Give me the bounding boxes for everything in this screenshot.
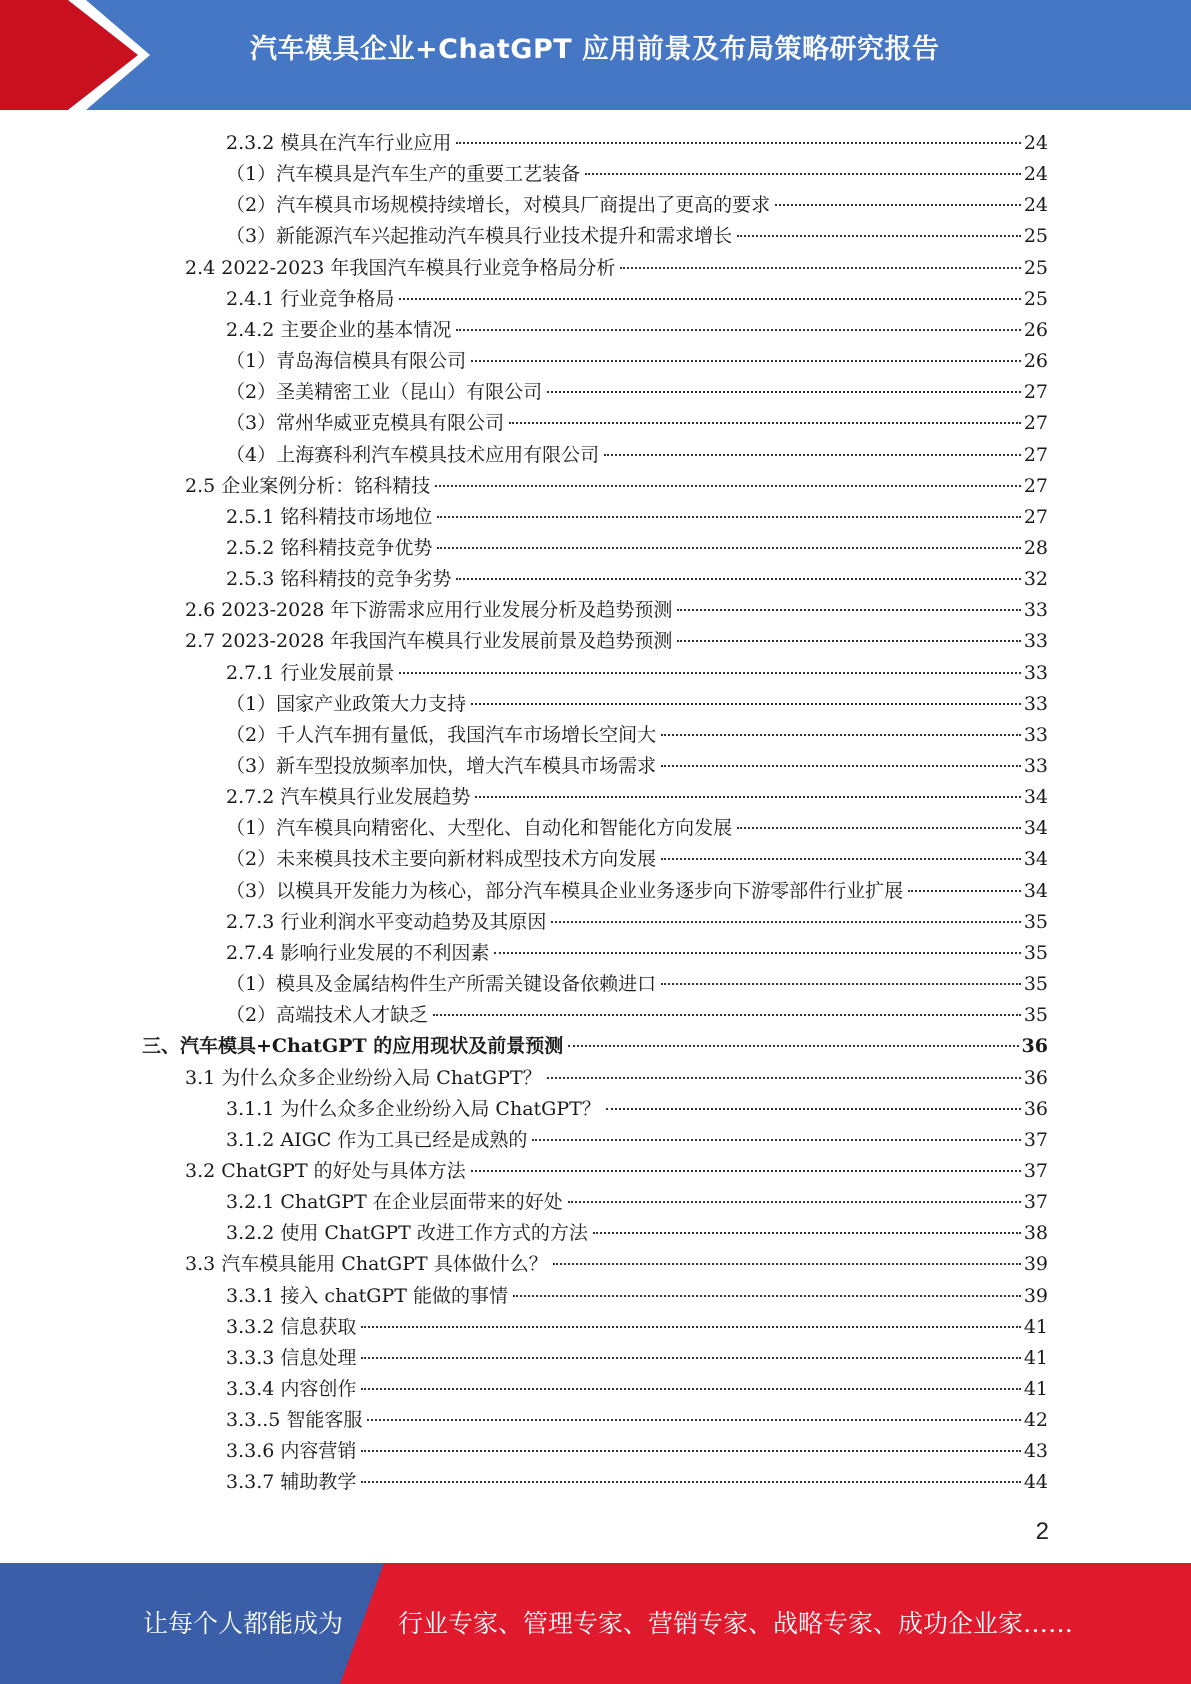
toc-entry-title: 2.7.3 行业利润水平变动趋势及其原因 [226, 910, 547, 933]
toc-entry-page: 38 [1023, 1222, 1048, 1245]
toc-entry-title: 3.1 为什么众多企业纷纷入局 ChatGPT？ [185, 1066, 542, 1089]
toc-entry-title: 3.3.7 辅助教学 [226, 1471, 357, 1494]
toc-entry-title: （1）国家产业政策大力支持 [226, 692, 467, 715]
toc-entry-title: 3.1.1 为什么众多企业纷纷入局 ChatGPT？ [226, 1097, 601, 1120]
toc-entry-title: （1）汽车模具是汽车生产的重要工艺装备 [226, 163, 581, 186]
toc-dot-leader [399, 298, 1020, 300]
toc-dot-leader [471, 360, 1021, 362]
toc-entry[interactable] [226, 533, 1048, 564]
toc-entry[interactable] [185, 471, 1048, 502]
toc-dot-leader [361, 1357, 1020, 1359]
toc-dot-leader [568, 1201, 1021, 1203]
toc-entry-title: （2）高端技术人才缺乏 [226, 1004, 429, 1027]
toc-entry-title: 3.2.2 使用 ChatGPT 改进工作方式的方法 [226, 1222, 588, 1245]
toc-dot-leader [532, 1139, 1020, 1141]
toc-entry[interactable] [226, 221, 1048, 252]
toc-entry-title: 2.4 2022-2023 年我国汽车模具行业竞争格局分析 [185, 256, 616, 279]
toc-dot-leader [399, 672, 1020, 674]
toc-entry-page: 27 [1023, 381, 1048, 404]
toc-entry-page: 41 [1023, 1378, 1048, 1400]
toc-entry-title: 2.4.2 主要企业的基本情况 [226, 318, 452, 341]
toc-entry[interactable] [226, 1436, 1048, 1467]
toc-entry-page: 27 [1023, 505, 1048, 528]
toc-entry-page: 36 [1023, 1097, 1048, 1120]
toc-dot-leader [661, 734, 1021, 736]
toc-entry-title: 3.3.3 信息处理 [226, 1346, 357, 1369]
toc-entry-page: 27 [1023, 474, 1048, 497]
toc-entry-page: 42 [1023, 1409, 1048, 1432]
toc-entry[interactable] [226, 969, 1048, 1000]
toc-entry-title: 三、汽车模具+ChatGPT 的应用现状及前景预测 [142, 1035, 564, 1058]
toc-entry[interactable] [226, 844, 1048, 875]
toc-dot-leader [361, 1388, 1020, 1390]
toc-entry[interactable] [185, 1249, 1048, 1280]
toc-entry-page: 37 [1023, 1128, 1048, 1151]
toc-entry-page: 37 [1023, 1159, 1048, 1182]
toc-dot-leader [547, 1077, 1021, 1079]
toc-entry-title: （3）以模具开发能力为核心，部分汽车模具企业业务逐步向下游零部件行业扩展 [226, 879, 904, 902]
toc-entry[interactable] [226, 876, 1048, 907]
toc-dot-leader [661, 765, 1021, 767]
toc-entry[interactable] [226, 938, 1048, 969]
toc-entry-page: 26 [1023, 350, 1048, 373]
toc-entry[interactable] [226, 1187, 1048, 1218]
toc-entry[interactable] [226, 1000, 1048, 1031]
toc-dot-leader [361, 1481, 1020, 1483]
toc-entry-page: 33 [1023, 723, 1048, 746]
toc-dot-leader [908, 890, 1021, 892]
toc-entry[interactable] [185, 1156, 1048, 1187]
toc-dot-leader [361, 1450, 1020, 1452]
toc-entry-page: 25 [1023, 256, 1048, 279]
toc-dot-leader [456, 329, 1020, 331]
report-title: 汽车模具企业+ChatGPT 应用前景及布局策略研究报告 [250, 34, 940, 65]
toc-dot-leader [361, 1326, 1020, 1328]
page-footer [0, 1563, 1191, 1684]
toc-dot-leader [471, 703, 1021, 705]
toc-entry-title: 3.3..5 智能客服 [226, 1409, 363, 1432]
toc-entry[interactable] [226, 1343, 1048, 1374]
toc-entry[interactable] [226, 720, 1048, 751]
toc-entry-title: 3.3.2 信息获取 [226, 1315, 357, 1338]
page-header [0, 0, 1191, 110]
toc-entry-page: 34 [1023, 786, 1048, 809]
toc-entry[interactable] [226, 377, 1048, 408]
toc-entry-title: （2）圣美精密工业（昆山）有限公司 [226, 381, 543, 404]
toc-dot-leader [437, 547, 1020, 549]
toc-entry-page: 43 [1023, 1440, 1048, 1463]
toc-entry-title: （3）新能源汽车兴起推动汽车模具行业技术提升和需求增长 [226, 225, 733, 248]
toc-dot-leader [593, 1232, 1021, 1234]
toc-entry[interactable] [226, 128, 1048, 159]
toc-entry[interactable] [185, 1063, 1048, 1094]
toc-dot-leader [620, 267, 1020, 269]
toc-entry-title: （2）千人汽车拥有量低，我国汽车市场增长空间大 [226, 723, 657, 746]
toc-dot-leader [775, 204, 1021, 206]
toc-entry-title: 3.2.1 ChatGPT 在企业层面带来的好处 [226, 1191, 563, 1214]
toc-entry-title: 3.2 ChatGPT 的好处与具体方法 [185, 1159, 466, 1182]
toc-entry-title: 2.5 企业案例分析：铭科精技 [185, 474, 431, 497]
toc-entry-title: 2.3.2 模具在汽车行业应用 [226, 132, 452, 154]
toc-entry-page: 39 [1023, 1253, 1048, 1276]
toc-entry-page: 33 [1023, 755, 1048, 777]
toc-entry[interactable] [226, 440, 1048, 471]
toc-entry-page: 32 [1023, 568, 1048, 591]
toc-entry-title: 2.4.1 行业竞争格局 [226, 287, 395, 310]
toc-entry[interactable] [226, 1374, 1048, 1405]
toc-entry[interactable] [226, 751, 1048, 782]
toc-entry[interactable] [226, 408, 1048, 439]
toc-entry[interactable] [226, 1405, 1048, 1436]
toc-entry-title: 2.7.4 影响行业发展的不利因素 [226, 941, 490, 964]
toc-entry-title: （2）汽车模具市场规模持续增长，对模具厂商提出了更高的要求 [226, 194, 771, 217]
toc-entry-page: 34 [1023, 848, 1048, 871]
toc-entry[interactable] [226, 1281, 1048, 1312]
toc-entry-title: （3）新车型投放频率加快，增大汽车模具市场需求 [226, 755, 657, 777]
toc-entry-page: 24 [1023, 132, 1048, 154]
toc-entry-title: 3.1.2 AIGC 作为工具已经是成熟的 [226, 1128, 528, 1151]
toc-entry-title: （1）青岛海信模具有限公司 [226, 350, 467, 373]
toc-entry-title: （1）模具及金属结构件生产所需关键设备依赖进口 [226, 973, 657, 996]
toc-dot-leader [568, 1045, 1018, 1047]
toc-entry[interactable] [226, 1125, 1048, 1156]
toc-entry[interactable] [226, 1312, 1048, 1343]
toc-entry-page: 33 [1023, 630, 1048, 653]
toc-entry-title: 2.5.3 铭科精技的竞争劣势 [226, 568, 452, 591]
toc-dot-leader [435, 485, 1021, 487]
toc-dot-leader [737, 235, 1021, 237]
toc-dot-leader [456, 578, 1020, 580]
toc-entry-title: （3）常州华威亚克模具有限公司 [226, 412, 505, 435]
toc-dot-leader [509, 422, 1021, 424]
toc-entry[interactable] [142, 1031, 1048, 1062]
toc-entry[interactable] [226, 346, 1048, 377]
toc-dot-leader [677, 609, 1020, 611]
toc-entry-page: 41 [1023, 1346, 1048, 1369]
toc-entry-title: 2.7.2 汽车模具行业发展趋势 [226, 786, 471, 809]
toc-entry-page: 35 [1023, 941, 1048, 964]
toc-entry-page: 35 [1023, 973, 1048, 996]
toc-entry-page: 24 [1023, 194, 1048, 217]
toc-entry[interactable] [226, 1094, 1048, 1125]
footer-slogan: 让每个人都能成为 [143, 1609, 344, 1638]
toc-entry-page: 33 [1023, 692, 1048, 715]
toc-dot-leader [437, 516, 1020, 518]
toc-dot-leader [513, 1295, 1021, 1297]
toc-entry-title: 2.7.1 行业发展前景 [226, 661, 395, 684]
toc-entry-page: 33 [1023, 599, 1048, 622]
toc-entry[interactable] [226, 564, 1048, 595]
toc-entry[interactable] [226, 502, 1048, 533]
toc-entry[interactable] [226, 907, 1048, 938]
toc-entry-title: 3.3 汽车模具能用 ChatGPT 具体做什么？ [185, 1253, 548, 1276]
toc-entry[interactable] [226, 315, 1048, 346]
toc-entry[interactable] [185, 595, 1048, 626]
toc-entry-page: 37 [1023, 1191, 1048, 1214]
toc-dot-leader [494, 952, 1020, 954]
toc-dot-leader [604, 454, 1021, 456]
toc-entry-title: 2.6 2023-2028 年下游需求应用行业发展分析及趋势预测 [185, 599, 673, 622]
toc-entry[interactable] [226, 782, 1048, 813]
toc-dot-leader [661, 858, 1021, 860]
toc-entry-title: 2.7 2023-2028 年我国汽车模具行业发展前景及趋势预测 [185, 630, 673, 653]
toc-entry-page: 33 [1023, 661, 1048, 684]
toc-entry-page: 44 [1023, 1471, 1048, 1494]
toc-entry-page: 25 [1023, 287, 1048, 310]
toc-entry[interactable] [226, 1467, 1048, 1498]
toc-dot-leader [456, 142, 1020, 144]
toc-entry[interactable] [226, 689, 1048, 720]
toc-dot-leader [585, 173, 1021, 175]
toc-dot-leader [737, 827, 1021, 829]
toc-entry-title: 3.3.4 内容创作 [226, 1378, 357, 1400]
toc-entry[interactable] [226, 1218, 1048, 1249]
toc-dot-leader [677, 640, 1020, 642]
toc-entry-page: 35 [1023, 910, 1048, 933]
toc-entry-page: 36 [1021, 1035, 1048, 1058]
toc-entry-title: 3.3.1 接入 chatGPT 能做的事情 [226, 1284, 508, 1307]
toc-dot-leader [606, 1108, 1021, 1110]
toc-entry[interactable] [226, 658, 1048, 689]
toc-entry[interactable] [226, 813, 1048, 844]
toc-entry-title: （1）汽车模具向精密化、大型化、自动化和智能化方向发展 [226, 817, 733, 840]
toc-entry[interactable] [226, 284, 1048, 315]
toc-dot-leader [551, 921, 1020, 923]
toc-entry-title: （4）上海赛科利汽车模具技术应用有限公司 [226, 443, 600, 466]
toc-entry[interactable] [226, 190, 1048, 221]
toc-dot-leader [661, 983, 1021, 985]
toc-entry-page: 36 [1023, 1066, 1048, 1089]
toc-entry[interactable] [185, 253, 1048, 284]
toc-entry[interactable] [226, 159, 1048, 190]
toc-entry-page: 26 [1023, 318, 1048, 341]
toc-dot-leader [547, 391, 1021, 393]
toc-entry-page: 34 [1023, 817, 1048, 840]
toc-entry-page: 41 [1023, 1315, 1048, 1338]
toc-dot-leader [553, 1263, 1021, 1265]
page-number: 2 [1035, 1518, 1049, 1545]
toc-entry-page: 25 [1023, 225, 1048, 248]
toc-entry-page: 27 [1023, 443, 1048, 466]
toc-entry-page: 24 [1023, 163, 1048, 186]
toc-dot-leader [475, 796, 1020, 798]
toc-entry-page: 39 [1023, 1284, 1048, 1307]
toc-entry-page: 34 [1023, 879, 1048, 902]
footer-roles: 行业专家、管理专家、营销专家、战略专家、成功企业家…… [398, 1609, 1074, 1638]
toc-entry-page: 35 [1023, 1004, 1048, 1027]
toc-entry-title: 2.5.1 铭科精技市场地位 [226, 505, 433, 528]
toc-entry-page: 27 [1023, 412, 1048, 435]
toc-dot-leader [471, 1170, 1021, 1172]
toc-entry-title: 3.3.6 内容营销 [226, 1440, 357, 1463]
toc-entry-page: 28 [1023, 536, 1048, 559]
toc-dot-leader [367, 1419, 1020, 1421]
toc-entry-title: （2）未来模具技术主要向新材料成型技术方向发展 [226, 848, 657, 871]
toc-dot-leader [433, 1014, 1021, 1016]
toc-entry-title: 2.5.2 铭科精技竞争优势 [226, 536, 433, 559]
toc-entry[interactable] [185, 626, 1048, 657]
